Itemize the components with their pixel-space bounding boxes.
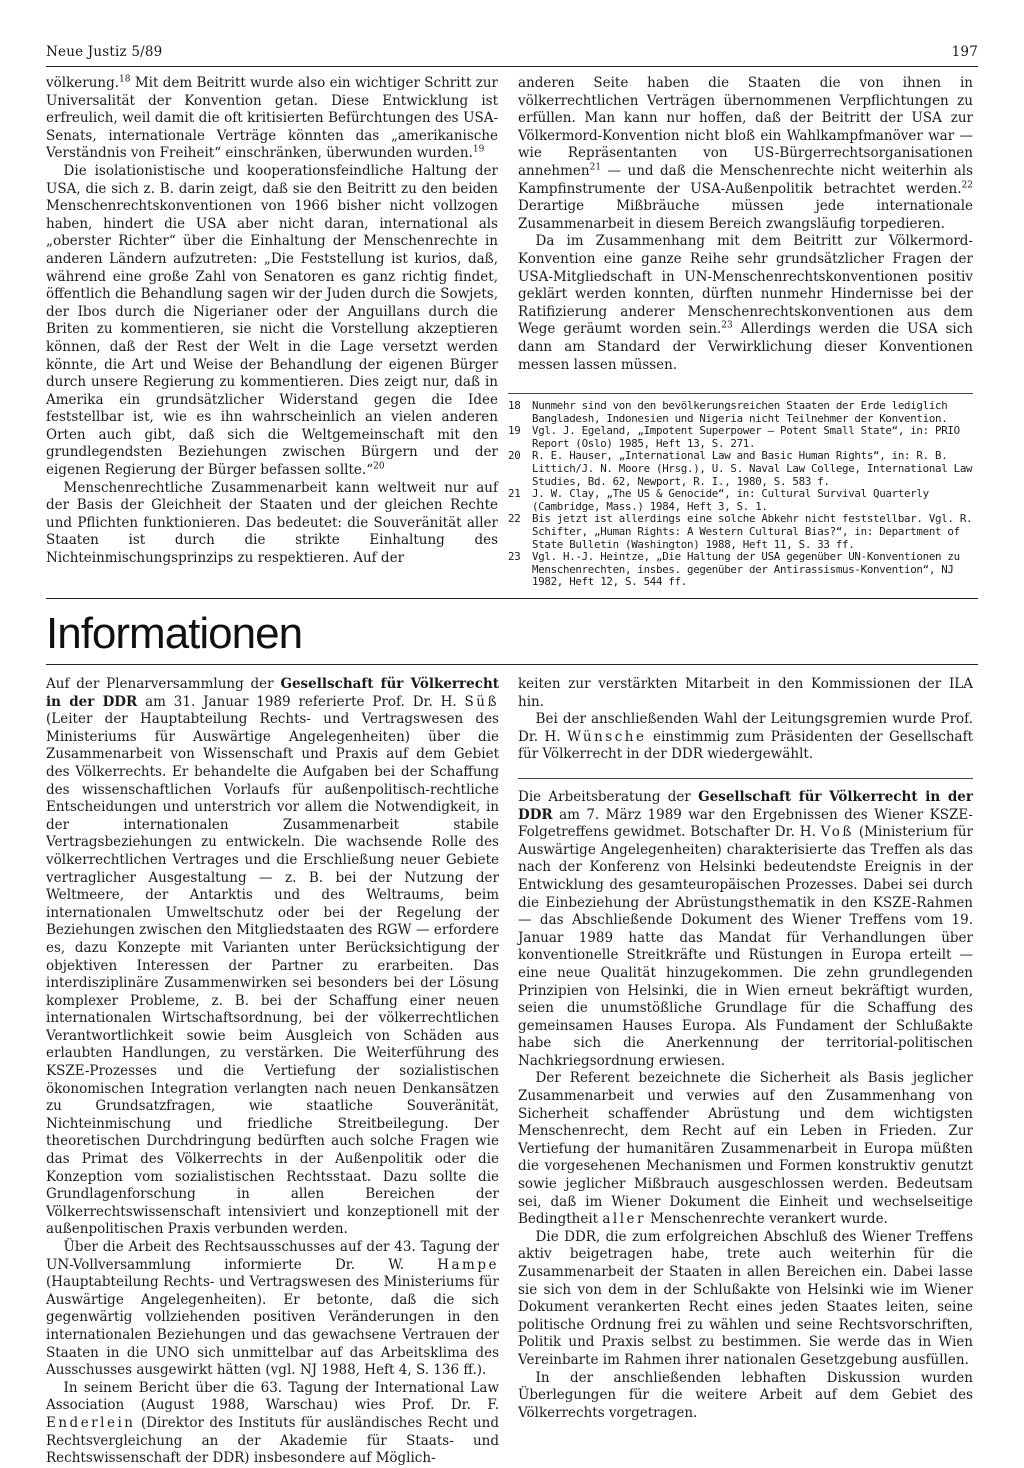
paragraph: Der Referent bezeichnete die Sicherheit als Basis jeglicher Zusammenarbeit und verwies auf den Zusammenhang von Sicherheit schaffender Abrüstung und dem wichtigsten Menschenrecht, dem Recht auf ein Leben in Frieden. Zur Vertiefung der humanitären Zusammenarbeit in Europa müßten die vorgesehenen Mechanismen und Formen konstruktiv genutzt sowie jeglicher Mißbrauch ausgeschlossen werden. Bedeutsam sei, daß im Wiener Dokument die Einheit und wechselseitige Bedingtheit aller Menschenrechte verankert wurde. [518,1070,973,1228]
page-number: 197 [951,44,978,60]
article-separator [518,778,973,779]
organization-name: Gesellschaft für Völkerrecht in der DDR [518,788,973,823]
organization-name: Gesellschaft für Völkerrecht in der DDR [46,676,499,710]
footnote-text: Vgl. J. Egeland, „Impotent Superpower — Potent Small State“, in: PRIO Report (Oslo) 1985, Heft 13, S. 271. [532,424,960,450]
info-left-column [46,676,499,1468]
footnote [508,551,973,589]
paragraph: anderen Seite haben die Staaten die von ihnen in völkerrechtlichen Verträgen übernommenen Verpflichtungen zu erfüllen. Man kann nur hoffen, daß der Beitritt der USA zur Völkermord-Konvention nicht bloß ein Wahlkampfmanöver war — wie Repräsentanten von US-Bürgerrechtsorganisationen annehmen$^{21}$ — und daß die Menschenrechte nicht weiterhin als Kampfinstrumente der USA-Außenpolitik betrachtet werden.$^{22}$ Derartige Mißbräuche müssen jede internationale Zusammenarbeit in diesem Bereich zwangsläufig torpedieren. [518,75,973,232]
footnote-rule [508,393,973,394]
footnote-ref[interactable]: 22 [961,180,973,191]
paragraph: Über die Arbeit des Rechtsausschusses auf der 43. Tagung der UN-Vollversammlung informierte Dr. W. Hampe (Hauptabteilung Rechts- und Vertragswesen des Ministeriums für Auswärtige Angelegenheiten). Er betonte, daß die sich gegenwärtig vollziehenden positiven Veränderungen in den internationalen Beziehungen und das gewachsene Vertrauen der Staaten in die UNO sich unmittelbar auf das Arbeitsklima des Ausschusses ausgewirkt hätten (vgl. NJ 1988, Heft 4, S. 136 ff.). [46,1239,499,1379]
section-title: Informationen [46,609,303,658]
footnote [508,513,973,551]
section-rule-bottom [46,664,978,665]
footnote-ref[interactable]: 18 [119,74,131,85]
footnote-number: 20 [508,449,521,463]
paragraph: völkerung.$^{18}$ Mit dem Beitritt wurde also ein wichtiger Schritt zur Universalität der Konvention getan. Diese Entwicklung ist erfreulich, weil damit die oft kritisierten Befürchtungen des USA-Senats, internationale Verträge könnten das „amerikanische Verständnis von Freiheit“ einschränken, überwunden wurden.$^{19}$ [46,74,498,162]
running-header-journal: Neue Justiz 5/89 [46,44,163,60]
footnote-number: 19 [508,424,521,438]
footnote-text: Bis jetzt ist allerdings eine solche Abkehr nicht feststellbar. Vgl. R. Schifter, „Human Rights: A Western Cultural Bias?“, in: Department of State Bulletin (Washington) 1988, Heft 11, S. 33 ff. [532,512,973,551]
person-name: Enderlein [46,1414,136,1431]
footnote [508,450,973,488]
person-name: Süß [464,693,500,710]
footnote-text: Nunmehr sind von den bevölkerungsreichen Staaten der Erde lediglich Bangladesh, Indonesien und Nigeria nicht Teilnehmer der Konvention. [532,399,948,425]
article-left-column [46,75,498,568]
paragraph: In seinem Bericht über die 63. Tagung der International Law Association (August 1988, Warschau) wies Prof. Dr. F. Enderlein (Direktor des Instituts für ausländisches Recht und Rechtsvergleichung an der Akademie für Staats- und Rechtswissenschaft der DDR) insbesondere auf Möglich- [46,1379,499,1467]
paragraph: Bei der anschließenden Wahl der Leitungsgremien wurde Prof. Dr. H. Wünsche einstimmig zum Präsidenten der Gesellschaft für Völkerrecht in der DDR wiedergewählt. [518,711,973,763]
person-name: Voß [820,824,854,841]
header-rule [46,66,978,67]
paragraph: Die DDR, die zum erfolgreichen Abschluß des Wiener Treffens aktiv beigetragen habe, trete auch weiterhin für die Zusammenarbeit der Staaten in allen Bereichen ein. Dabei lasse sie sich von dem in der Schlußakte von Helsinki wie im Wiener Dokument verankerten Recht eines jeden Staates leiten, seine politische Ordnung frei zu wählen und seine Rechtsvorschriften, Politik und Praxis selbst zu bestimmen. Sie werde das in Wien Vereinbarte im Rahmen ihrer nationalen Gesetzgebung ausfüllen. [518,1228,973,1368]
footnote [508,400,973,425]
person-name: Wünsche [567,728,647,745]
footnote-ref[interactable]: 23 [721,320,733,331]
footnote-number: 23 [508,550,521,564]
footnote [508,425,973,450]
footnote-text: Vgl. H.-J. Heintze, „Die Haltung der USA gegenüber UN-Konventionen zu Menschenrechten, insbes. gegenüber der Antirassismus-Konvention“, NJ 1982, Heft 12, S. 544 ff. [532,550,960,589]
footnote [508,488,973,513]
paragraph: Die Arbeitsberatung der Gesellschaft für Völkerrecht in der DDR am 7. März 1989 war den Ergebnissen des Wiener KSZE-Folgetreffens gewidmet. Botschafter Dr. H. Voß (Ministerium für Auswärtige Angelegenheiten) charakterisierte das Treffen als das nach der Konferenz von Helsinki bedeutendste Ereignis in der Entwicklung des gesamteuropäischen Prozesses. Dabei sei durch die Einbeziehung der Abrüstungsthematik in den KSZE-Rahmen — das Abschließende Dokument des Wiener Treffens vom 19. Januar 1989 hatte das Mandat für Verhandlungen über konventionelle Streitkräfte und Rüstungen in Europa erteilt — eine neue Qualität hinzugekommen. Die zehn grundlegenden Prinzipien von Helsinki, die in Wien erneut bekräftigt wurden, seien die unumstößliche Grundlage für die Schaffung des gemeinsamen Hauses Europa. Als Fundament der Schlußakte habe sich die Anerkennung der territorial-politischen Nachkriegsordnung erwiesen. [518,788,973,1069]
footnote-list [508,400,973,589]
paragraph: In der anschließenden lebhaften Diskussion wurden Überlegungen für die weitere Arbeit auf dem Gebiet des Völkerrechts vorgetragen. [518,1369,973,1421]
paragraph: keiten zur verstärkten Mitarbeit in den Kommissionen der ILA hin. [518,676,973,710]
footnote-ref[interactable]: 19 [472,144,485,155]
footnote-number: 21 [508,487,521,501]
footnote-ref[interactable]: 21 [589,162,602,173]
footnote-ref[interactable]: 20 [373,461,385,472]
paragraph: Da im Zusammenhang mit dem Beitritt zur Völkermord-Konvention eine ganze Reihe sehr grundsätzlicher Fragen der USA-Mitgliedschaft in UN-Menschenrechtskonventionen positiv geklärt werden konnten, dürften nunmehr Hindernisse bei der Ratifizierung anderer Menschenrechtskonventionen aus dem Wege geräumt worden sein.$^{23}$ Allerdings werden die USA sich dann am Standard der Verwirklichung dieser Konventionen messen lassen müssen. [518,233,973,373]
footnote-number: 18 [508,399,521,412]
footnote-text: R. E. Hauser, „International Law and Basic Human Rights“, in: R. B. Littich/J. N. Moore (Hrsg.), U. S. Naval Law College, International Law Studies, Bd. 62, Newport, R. I., 1980, S. 583 f. [532,449,973,488]
paragraph: Auf der Plenarversammlung der Gesellschaft für Völkerrecht in der DDR am 31. Januar 1989 referierte Prof. Dr. H. Süß (Leiter der Hauptabteilung Rechts- und Vertragswesen des Ministeriums für Auswärtige Angelegenheiten) über die Zusammenarbeit von Wissenschaft und Praxis auf dem Gebiet des Völkerrechts. Er behandelte die Aufgaben bei der Schaffung des wissenschaftlichen Vorlaufs für außenpolitisch-rechtliche Entscheidungen und unterstrich vor allem die Notwendigkeit, in der internationalen Zusammenarbeit stabile Vertragsbeziehungen zu entwickeln. Die wachsende Rolle des völkerrechtlichen Vertrages und die Erschließung neuer Gebiete vertraglicher Ausgestaltung — z. B. bei der Nutzung der Weltmeere, der Antarktis und des Weltraums, beim internationalen Umweltschutz oder bei der Regelung der Beziehungen zwischen den Mitgliedstaaten des RGW — erfordere es, dazu Konzepte mit Varianten unter Berücksichtigung der objektiven Interessen der Partner zu erarbeiten. Das interdisziplinäre Zusammenwirken sei besonders bei der Lösung komplexer Probleme, z. B. bei der Schaffung einer neuen internationalen Wirtschaftsordnung, bei der völkerrechtlichen Verantwortlichkeit sowie beim Ausgleich von Schäden aus erlaubten Handlungen, zu verstärken. Die Weiterführung des KSZE-Prozesses und die Vertiefung der sozialistischen ökonomischen Integration verlangten nach neuen Denkansätzen zu Grundsatzfragen, wie staatliche Souveränität, Nichteinmischung und friedliche Streitbeilegung. Der theoretischen Durchdringung bedürften auch solche Fragen wie das Primat des Völkerrechts in der Außenpolitik oder die Konzeption vom sozialistischen Rechtsstaat. Dazu sollte die Grundlagenforschung in allen Bereichen der Völkerrechtswissenschaft intensiviert und konzeptionell mit der außenpolitischen Praxis verbunden werden. [46,676,500,1238]
article-right-column [518,75,973,374]
footnote-text: J. W. Clay, „The US & Genocide“, in: Cultural Survival Quarterly (Cambridge, Mass.) 1984, Heft 3, S. 1. [532,487,929,513]
person-name: Hampe [437,1256,499,1273]
info-right-column [518,676,973,1422]
footnote-number: 22 [508,512,521,526]
paragraph: Menschenrechtliche Zusammenarbeit kann weltweit nur auf der Basis der Gleichheit der Staaten und der gleichen Rechte und Pflichten funktionieren. Das bedeutet: die Souveränität aller Staaten ist durch die strikte Einhaltung des Nichteinmischungsprinzips zu respektieren. Auf der [46,479,498,567]
section-rule-top [46,598,978,599]
paragraph: Die isolationistische und kooperationsfeindliche Haltung der USA, die sich z. B. darin zeigt, daß sie den Beitritt zu den beiden Menschenrechtskonventionen von 1966 bisher nicht vollzogen haben, hindert die USA aber nicht daran, international als „oberster Richter“ über die Einhaltung der Menschenrechte in anderen Ländern aufzutreten: „Die Feststellung ist kurios, daß, während eine große Zahl von Senatoren es ganz richtig findet, öffentlich die Behandlung sagen wir der Juden durch die Sowjets, der Ibos durch die Nigerianer oder der Anguillans durch die Briten zu kommentieren, sie nicht die Vorstellung akzeptieren können, daß der Rest der Welt in die Lage versetzt werden könnte, die Art und Weise der Behandlung der eigenen Bürger durch unsere Regierung zu kommentieren. Dies zeigt nur, daß in Amerika ein grundsätzlicher Widerstand gegen die Idee feststellbar ist, wie es ihn wahrscheinlich an vielen anderen Orten auch gibt, daß sich die Weltgemeinschaft mit den grundlegendsten Beziehungen zwischen Bürgern und der eigenen Regierung der Bürger befassen sollte.“$^{20}$ [46,162,498,479]
emphasis-spaced: aller [602,1211,646,1228]
